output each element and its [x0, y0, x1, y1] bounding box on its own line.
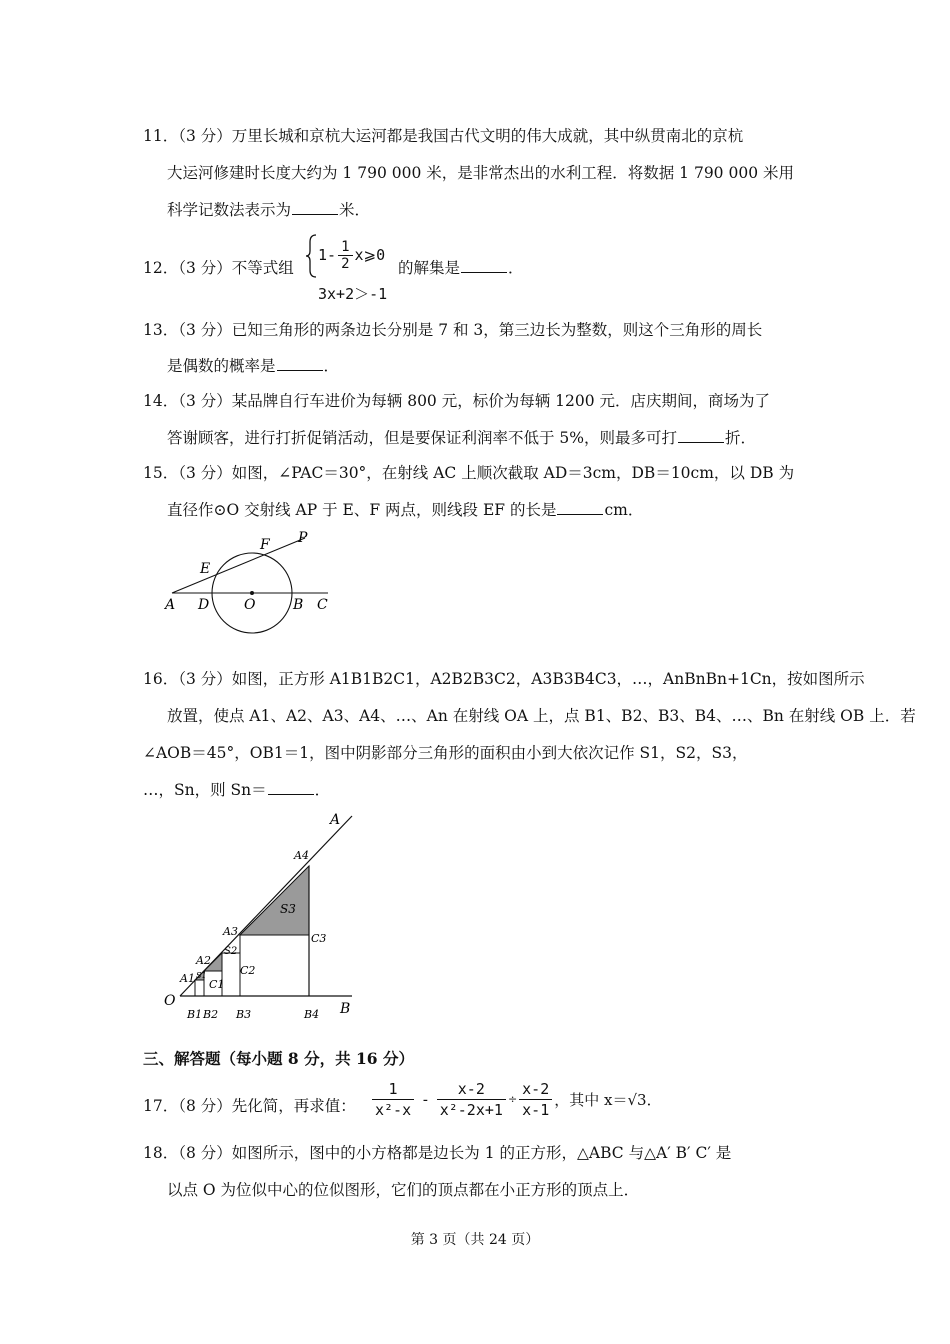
label-a1: A1 — [180, 972, 195, 985]
ray-ap — [172, 538, 305, 593]
label-e: E — [200, 561, 211, 577]
center-point — [250, 591, 254, 595]
answer-blank — [277, 356, 323, 371]
answer-blank — [461, 258, 507, 273]
q16-line2: 放置，使点 A1、A2、A3、A4、…、An 在射线 OA 上，点 B1、B2、B3、B4、…、Bn 在射线 OB 上．若 — [167, 707, 916, 725]
section-heading: 三、解答题（每小题 8 分，共 16 分） — [143, 1049, 414, 1068]
ray-oa — [180, 816, 352, 996]
q16-line3: ∠AOB＝45°，OB1＝1，图中阴影部分三角形的面积由小到大依次记作 S1，S2，S3， — [143, 744, 748, 762]
q16-line4: …，Sn，则 Sn＝ ． — [143, 781, 331, 799]
label-d: D — [198, 597, 210, 613]
q12-inequality-2: 3x+2＞-1 — [318, 285, 388, 303]
label-b: B — [340, 1001, 351, 1017]
label-c2: C2 — [240, 964, 256, 977]
label-p: P — [298, 530, 308, 546]
q12-inequality-1: 1- $\frac{1}{2}$ x⩾0 — [318, 239, 386, 272]
q17-line: 17．（8 分）先化简，再求值： — [143, 1097, 356, 1115]
label-a2: A2 — [196, 954, 211, 967]
q11-text1: 万里长城和京杭大运河都是我国古代文明的伟大成就，其中纵贯南北的京杭 — [231, 127, 744, 145]
q11-line3: 科学记数法表示为 米． — [167, 201, 371, 219]
label-a: A — [330, 812, 341, 828]
q18-line1: 18．（8 分）如图所示，图中的小方格都是边长为 1 的正方形，△ABC 与△A′ B′ C′ 是 — [143, 1144, 732, 1162]
square-2b — [222, 953, 240, 996]
q14-line2: 答谢顾客，进行打折促销活动，但是要保证利润率不低于 5%，则最多可打 折． — [167, 429, 757, 447]
answer-blank — [268, 780, 314, 795]
q11-number: 11． — [143, 127, 179, 145]
fraction-3: $\frac{x-2}{x-1}$ — [519, 1080, 552, 1119]
q16-line1: 16．（3 分）如图，正方形 A1B1B2C1，A2B2B3C2，A3B3B4C3，…，AnBnBn+1Cn，按如图所示 — [143, 670, 865, 688]
square-1 — [195, 980, 204, 996]
answer-blank — [678, 428, 724, 443]
q13-line1: 13．（3 分）已知三角形的两条边长分别是 7 和 3，第三边长为整数，则这个三角形的周长 — [143, 321, 763, 339]
label-b: B — [293, 597, 304, 613]
q12-score: （3 分） — [178, 259, 232, 277]
label-b3: B3 — [236, 1008, 252, 1020]
q15-line1: 15．（3 分）如图，∠PAC＝30°，在射线 AC 上顺次截取 AD＝3cm，DB＝10cm，以 DB 为 — [143, 464, 795, 482]
label-b4: B4 — [304, 1008, 320, 1020]
q12-tail: 的解集是 ． — [398, 259, 524, 277]
label-c: C — [317, 597, 328, 613]
q14-line1: 14．（3 分）某品牌自行车进价为每辆 800 元，标价为每辆 1200 元．店庆期间，商场为了 — [143, 392, 771, 410]
q15-line2: 直径作⊙O 交射线 AP 于 E、F 两点，则线段 EF 的长是 cm． — [167, 501, 644, 519]
page-footer: 第 3 页（共 24 页） — [410, 1232, 540, 1248]
q11-line1 — [143, 126, 743, 146]
label-b2: B2 — [203, 1008, 219, 1020]
label-s2: S2 — [224, 946, 238, 957]
label-a3: A3 — [223, 925, 238, 938]
answer-blank — [292, 200, 338, 215]
q17-expression: $\frac{1}{\text{x²-x}}$ - $\frac{x-2}{\text{x²-2x+1}}$ ÷ $\frac{x-2}{x-1}$ ，其中 x＝√3． — [370, 1080, 662, 1119]
fraction-2: $\frac{x-2}{\text{x²-2x+1}}$ — [437, 1080, 506, 1119]
label-f: F — [260, 537, 270, 553]
label-a4: A4 — [294, 849, 309, 862]
q18-line2: 以点 O 为位似中心的位似图形，它们的顶点都在小正方形的顶点上． — [167, 1181, 640, 1199]
label-b1: B1 — [187, 1008, 203, 1020]
label-s3: S3 — [280, 902, 296, 916]
q12-number: 12． — [143, 259, 179, 277]
q13-line2: 是偶数的概率是 ． — [167, 357, 340, 375]
q15-figure — [160, 525, 340, 645]
answer-blank — [557, 500, 603, 515]
label-c3: C3 — [311, 932, 327, 945]
fraction-1: $\frac{1}{\text{x²-x}}$ — [372, 1080, 414, 1119]
q12-fraction: $\frac{1}{2}$ — [338, 240, 352, 271]
q11-score: （3 分） — [178, 127, 232, 145]
label-c1: C1 — [209, 978, 225, 991]
q16-figure — [160, 810, 370, 1020]
label-a: A — [165, 597, 176, 613]
q11-line2: 大运河修建时长度大约为 1 790 000 米，是非常杰出的水利工程．将数据 1 790 000 米用 — [167, 164, 794, 182]
triangle-s3 — [240, 866, 309, 935]
label-o: O — [244, 597, 256, 613]
label-o: O — [164, 993, 176, 1009]
q12-line: 12．（3 分）不等式组 — [143, 259, 294, 277]
label-s1: S1 — [196, 971, 207, 980]
